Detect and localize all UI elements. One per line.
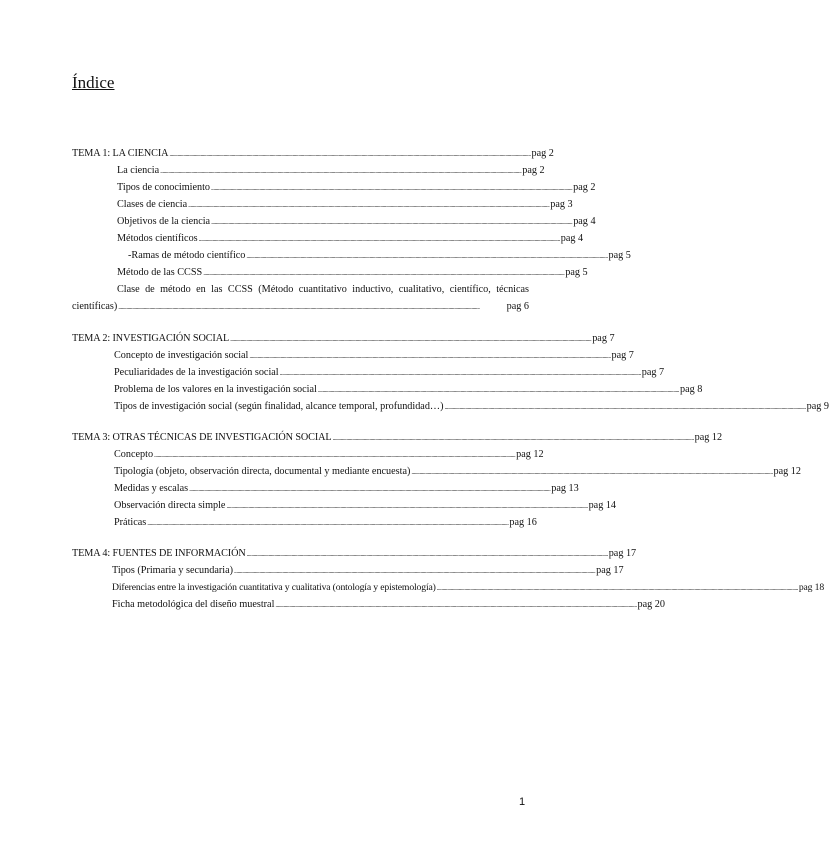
toc-entry-text: Concepto de investigación social <box>114 350 249 361</box>
dot-leader: .......................................................................................................................................................................................................................................................................................................................... <box>275 601 637 609</box>
index-title: Índice <box>72 73 115 92</box>
toc-entry[interactable] <box>72 514 537 531</box>
toc-entry[interactable] <box>72 381 703 398</box>
toc-page-ref: pag 17 <box>608 548 637 559</box>
toc-entry[interactable] <box>72 446 544 463</box>
toc-page-ref: pag 18 <box>798 582 825 593</box>
toc-page-ref: pag 5 <box>565 267 588 278</box>
dot-leader: .......................................................................................................................................................................................................................................................................................................................... <box>246 550 608 558</box>
toc-entry-text: Tipos de conocimiento <box>117 182 211 193</box>
toc-entry-text: Objetivos de la ciencia <box>117 216 211 227</box>
dot-leader: .......................................................................................................................................................................................................................................................................................................................... <box>160 167 522 175</box>
toc-entry-text: Método de las CCSS <box>117 267 203 278</box>
toc-page-ref: pag 7 <box>641 367 665 378</box>
dot-leader: .......................................................................................................................................................................................................................................................................................................................... <box>234 567 596 575</box>
toc-page-ref: pag 16 <box>509 517 537 528</box>
toc-heading-tema-1[interactable] <box>72 145 554 162</box>
toc-page-ref: pag 2 <box>573 182 596 193</box>
dot-leader: .......................................................................................................................................................................................................................................................................................................................... <box>189 485 551 493</box>
dot-leader: .......................................................................................................................................................................................................................................................................................................................... <box>226 502 588 510</box>
toc-page-ref: pag 13 <box>551 483 579 494</box>
toc-heading-text: TEMA 4: FUENTES DE INFORMACIÓN <box>72 548 246 559</box>
table-of-contents <box>72 145 829 613</box>
toc-entry-text: Diferencias entre la investigación cuantitativa y cualitativa (ontología y epistemología) <box>112 582 436 593</box>
toc-page-ref: pag 7 <box>592 333 615 344</box>
toc-heading-text: TEMA 3: OTRAS TÉCNICAS DE INVESTIGACIÓN SOCIAL <box>72 432 332 443</box>
toc-entry-text: Tipos (Primaria y secundaria) <box>112 565 234 576</box>
dot-leader: .......................................................................................................................................................................................................................................................................................................................... <box>249 352 611 360</box>
toc-page-ref: pag 12 <box>516 449 544 460</box>
toc-page-ref: pag 14 <box>588 500 617 511</box>
toc-page-ref: pag 4 <box>560 233 584 244</box>
toc-entry[interactable] <box>72 463 801 480</box>
toc-page-ref: pag 8 <box>679 384 703 395</box>
toc-entry[interactable] <box>72 364 665 381</box>
toc-entry[interactable] <box>72 497 617 514</box>
toc-heading-tema-2[interactable] <box>72 330 615 347</box>
toc-page-ref: pag 9 <box>806 401 829 412</box>
toc-page-ref: pag 5 <box>608 250 631 261</box>
toc-page-ref: pag 20 <box>637 599 665 610</box>
dot-leader: .......................................................................................................................................................................................................................................................................................................................... <box>444 403 806 411</box>
toc-entry-text: La ciencia <box>117 165 160 176</box>
toc-entry[interactable] <box>72 579 825 596</box>
toc-entry-text: Concepto <box>114 449 154 460</box>
toc-page-ref: pag 3 <box>550 199 573 210</box>
page-number: 1 <box>519 796 526 808</box>
dot-leader: .......................................................................................................................................................................................................................................................................................................................... <box>279 369 641 377</box>
toc-heading-tema-4[interactable] <box>72 545 637 562</box>
toc-entry[interactable] <box>72 213 596 230</box>
toc-entry-text-continued: científicas) <box>72 301 118 312</box>
dot-leader: .......................................................................................................................................................................................................................................................................................................................... <box>332 434 694 442</box>
dot-leader: .......................................................................................................................................................................................................................................................................................................................... <box>198 235 560 243</box>
dot-leader: .......................................................................................................................................................................................................................................................................................................................... <box>211 184 573 192</box>
toc-entry-text: Clases de ciencia <box>117 199 188 210</box>
dot-leader: .......................................................................................................................................................................................................................................................................................................................... <box>147 519 509 527</box>
toc-page-ref: pag 2 <box>522 165 545 176</box>
toc-entry[interactable] <box>72 596 665 613</box>
dot-leader: .......................................................................................................................................................................................................................................................................................................................... <box>211 218 573 226</box>
dot-leader: .......................................................................................................................................................................................................................................................................................................................... <box>188 201 550 209</box>
toc-page-ref: pag 6 <box>506 301 529 312</box>
dot-leader: .......................................................................................................................................................................................................................................................................................................................... <box>230 335 592 343</box>
dot-leader: .......................................................................................................................................................................................................................................................................................................................... <box>317 386 679 394</box>
toc-entry-text: Tipología (objeto, observación directa, documental y mediante encuesta) <box>114 466 411 477</box>
toc-entry-text: Métodos científicos <box>117 233 198 244</box>
dot-leader: .......................................................................................................................................................................................................................................................................................................................... <box>203 269 565 277</box>
toc-entry-text: -Ramas de método científico <box>128 250 246 261</box>
toc-heading-text: TEMA 2: INVESTIGACIÓN SOCIAL <box>72 333 230 344</box>
toc-entry-text: Tipos de investigación social (según finalidad, alcance temporal, profundidad…) <box>114 401 444 412</box>
toc-entry[interactable] <box>72 398 829 415</box>
toc-entry-text: Práticas <box>114 517 147 528</box>
toc-entry[interactable] <box>72 562 624 579</box>
toc-entry-text: Ficha metodológica del diseño muestral <box>112 599 275 610</box>
toc-entry[interactable] <box>72 230 584 247</box>
dot-leader: .......................................................................................................................................................................................................................................................................................................................... <box>411 468 773 476</box>
toc-heading-text: TEMA 1: LA CIENCIA <box>72 148 169 159</box>
toc-page-ref: pag 7 <box>611 350 634 361</box>
toc-subentry[interactable] <box>72 247 631 264</box>
toc-entry-text: Medidas y escalas <box>114 483 189 494</box>
dot-leader: .......................................................................................................................................................................................................................................................................................................................... <box>169 150 531 158</box>
toc-entry-text: Observación directa simple <box>114 500 226 511</box>
toc-entry[interactable] <box>72 179 596 196</box>
toc-entry[interactable] <box>72 347 634 364</box>
dot-leader: .......................................................................................................................................................................................................................................................................................................................... <box>436 584 798 592</box>
toc-entry[interactable] <box>72 196 573 213</box>
toc-page-ref: pag 2 <box>531 148 554 159</box>
toc-entry-text: Peculiaridades de la investigación social <box>114 367 279 378</box>
toc-page-ref: pag 12 <box>694 432 723 443</box>
dot-leader: .......................................................................................................................................................................................................................................................................................................................... <box>118 303 480 311</box>
toc-entry-text: Problema de los valores en la investigación social <box>114 384 317 395</box>
dot-leader: .......................................................................................................................................................................................................................................................................................................................... <box>246 252 608 260</box>
dot-leader: .......................................................................................................................................................................................................................................................................................................................... <box>154 451 516 459</box>
toc-heading-tema-3[interactable] <box>72 429 723 446</box>
toc-entry[interactable] <box>72 264 588 281</box>
toc-entry-wrapped[interactable] <box>72 281 529 316</box>
toc-entry[interactable] <box>72 480 579 497</box>
toc-page-ref: pag 17 <box>596 565 624 576</box>
toc-entry[interactable] <box>72 162 545 179</box>
toc-page-ref: pag 12 <box>773 466 801 477</box>
toc-entry-text: Clase de método en las CCSS (Método cuantitativo inductivo, cualitativo, científico, técnicas <box>117 284 529 295</box>
toc-page-ref: pag 4 <box>573 216 596 227</box>
